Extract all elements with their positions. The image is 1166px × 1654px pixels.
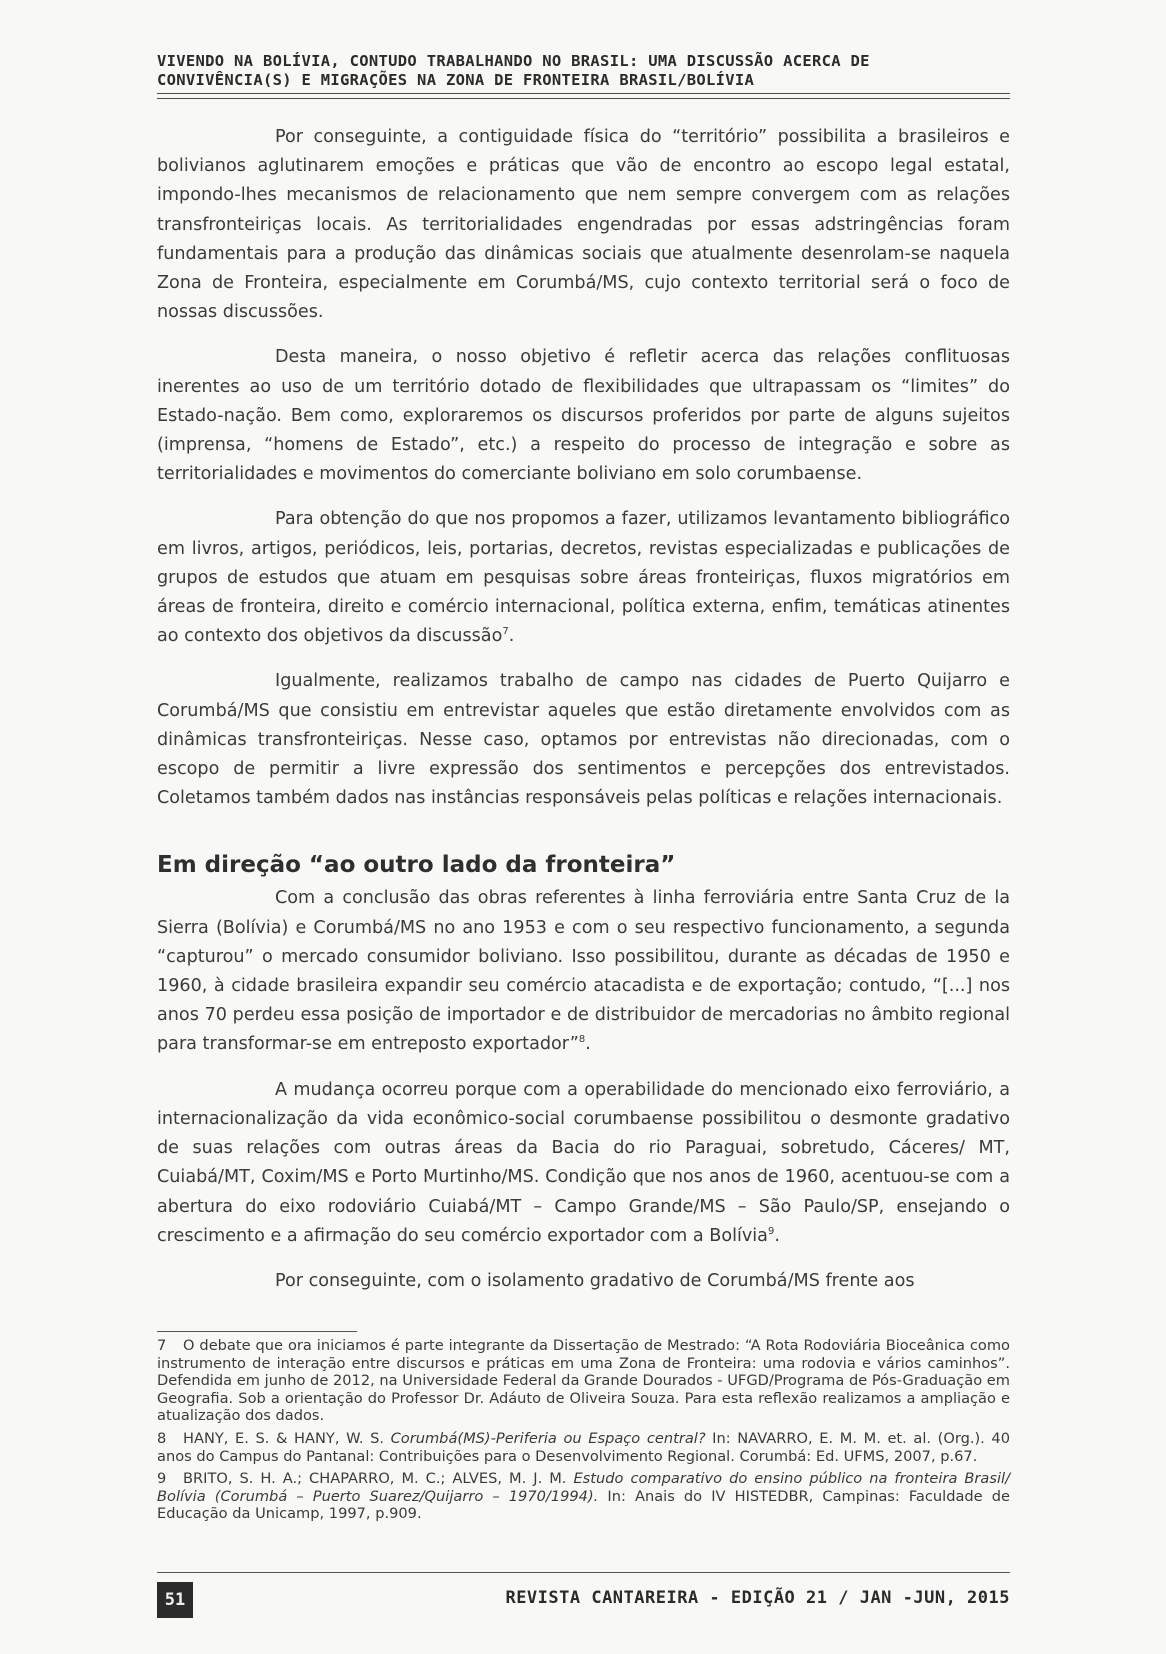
footnote-text: In: Anais do IV HISTEDBR, Campinas: Faculdade de Educação da Unicamp, 1997, p.909. xyxy=(157,1487,1010,1523)
footnote-ref[interactable]: 9 xyxy=(767,1225,775,1237)
footnote-number: 8 xyxy=(157,1429,167,1447)
section-heading: Em direção “ao outro lado da fronteira” xyxy=(157,852,676,879)
footer-rule xyxy=(157,1572,1010,1573)
footnotes xyxy=(157,1337,1010,1528)
footnote-number: 7 xyxy=(157,1337,167,1354)
paragraph-end: . xyxy=(585,1034,591,1055)
body-paragraph: Desta maneira, o nosso objetivo é refletir acerca das relações conflituosas inerentes ao uso de um território dotado de flexibilidades que ultrapassam os “limites” do Estado-nação. Bem como, exploraremos os discursos proferidos por parte de alguns sujeitos (imprensa, “homens de Estado”, etc.) a respeito do processo de integração e sobre as territorialidades e movimentos do comerciante boliviano em solo corumbaense. xyxy=(157,347,1010,485)
footnote-title-italic: Corumbá(MS)-Periferia ou Espaço central? xyxy=(390,1429,706,1447)
footnote-text: O debate que ora iniciamos é parte integrante da Dissertação de Mestrado: “A Rota Rodoviária Bioceânica como instrumento de interação entre discursos e práticas em uma Zona de Fronteira: uma rodovia e vários caminhos”. Defendida em junho de 2012, na Universidade Federal da Grande Dourados - UFGD/Programa de Pós-Graduação em Geografia. Sob a orientação do Professor Dr. Adáuto de Oliveira Souza. Para esta reflexão realizamos a ampliação e atualização dos dados. xyxy=(157,1337,1010,1425)
footnote-8 xyxy=(157,1430,1010,1465)
body-paragraph: Por conseguinte, a contiguidade física do “território” possibilita a brasileiros e bolivianos aglutinarem emoções e práticas que vão de encontro ao escopo legal estatal, impondo-lhes mecanismos de relacionamento que nem sempre convergem com as relações transfronteiriças locais. As territorialidades engendradas por essas adstringências foram fundamentais para a produção das dinâmicas sociais que atualmente desenrolam-se naquela Zona de Fronteira, especialmente em Corumbá/MS, cujo contexto territorial será o foco de nossas discussões. xyxy=(157,127,1010,323)
footnote-ref[interactable]: 8 xyxy=(578,1034,586,1046)
paragraph-end: . xyxy=(774,1225,780,1246)
body-paragraph: Por conseguinte, com o isolamento gradativo de Corumbá/MS frente aos xyxy=(275,1270,915,1291)
footnote-7 xyxy=(157,1337,1010,1425)
running-header-line-1: VIVENDO NA BOLÍVIA, CONTUDO TRABALHANDO NO BRASIL: UMA DISCUSSÃO ACERCA DE xyxy=(157,52,870,70)
footnote-text: BRITO, S. H. A.; CHAPARRO, M. C.; ALVES, M. J. M. xyxy=(183,1470,574,1488)
page-number: 51 xyxy=(157,1582,193,1618)
footnote-9 xyxy=(157,1470,1010,1523)
footnote-separator xyxy=(157,1331,357,1332)
paragraph-end: . xyxy=(508,626,515,647)
footnote-text: In: NAVARRO, E. M. M. et. al. (Org.). 40 anos do Campus do Pantanal: Contribuições para o Desenvolvimento Regional. Corumbá: Ed. UFMS, 2007, p.67. xyxy=(157,1429,1010,1465)
running-header xyxy=(157,52,1007,90)
body-paragraph: Igualmente, realizamos trabalho de campo nas cidades de Puerto Quijarro e Corumbá/MS que consistiu em entrevistar aqueles que estão diretamente envolvidos com as dinâmicas transfronteiriças. Nesse caso, optamos por entrevistas não direcionadas, com o escopo de permitir a livre expressão dos sentimentos e percepções dos entrevistados. Coletamos também dados nas instâncias responsáveis pelas políticas e relações internacionais. xyxy=(157,671,1010,809)
footnote-text: HANY, E. S. & HANY, W. S. xyxy=(183,1429,391,1447)
paragraph-text: Para obtenção do que nos propomos a fazer, utilizamos levantamento bibliográfico em livros, artigos, periódicos, leis, portarias, decretos, revistas especializadas e publicações de grupos de estudos que atuam em pesquisas sobre áreas fronteiriças, fluxos migratórios em áreas de fronteira, direito e comércio internacional, política externa, enfim, temáticas atinentes ao contexto dos objetivos da discussão xyxy=(157,509,1010,647)
body-paragraph xyxy=(157,1076,1010,1251)
footnote-title-italic: Estudo comparativo do ensino público na fronteira Brasil/ Bolívia (Corumbá – Puerto Suarez/Quijarro – 1970/1994). xyxy=(157,1470,1010,1505)
footnote-number: 9 xyxy=(157,1470,167,1488)
paragraph-text: Com a conclusão das obras referentes à linha ferroviária entre Santa Cruz de la Sierra (Bolívia) e Corumbá/MS no ano 1953 e com o seu respectivo funcionamento, a segunda “capturou” o mercado consumidor boliviano. Isso possibilitou, durante as décadas de 1950 e 1960, à cidade brasileira expandir seu comércio atacadista e de exportação; contudo, “[...] nos anos 70 perdeu essa posição de importador e de distribuidor de mercadorias no âmbito regional para transformar-se em entreposto exportador” xyxy=(157,888,1010,1055)
journal-footer: REVISTA CANTAREIRA - EDIÇÃO 21 / JAN -JUN, 2015 xyxy=(505,1588,1010,1608)
body-paragraph xyxy=(157,884,1010,1059)
header-double-rule xyxy=(157,93,1010,99)
article-body xyxy=(157,123,1010,1312)
paragraph-text: A mudança ocorreu porque com a operabilidade do mencionado eixo ferroviário, a internacionalização da vida econômico-social corumbaense possibilitou o desmonte gradativo de suas relações com outras áreas da Bacia do rio Paraguai, sobretudo, Cáceres/ MT, Cuiabá/MT, Coxim/MS e Porto Murtinho/MS. Condição que nos anos de 1960, acentuou-se com a abertura do eixo rodoviário Cuiabá/MT – Campo Grande/MS – São Paulo/SP, ensejando o crescimento e a afirmação do seu comércio exportador com a Bolívia xyxy=(157,1079,1010,1246)
body-paragraph xyxy=(157,505,1010,651)
footnote-ref[interactable]: 7 xyxy=(502,626,509,638)
running-header-line-2: CONVIVÊNCIA(S) E MIGRAÇÕES NA ZONA DE FRONTEIRA BRASIL/BOLÍVIA xyxy=(157,71,755,89)
